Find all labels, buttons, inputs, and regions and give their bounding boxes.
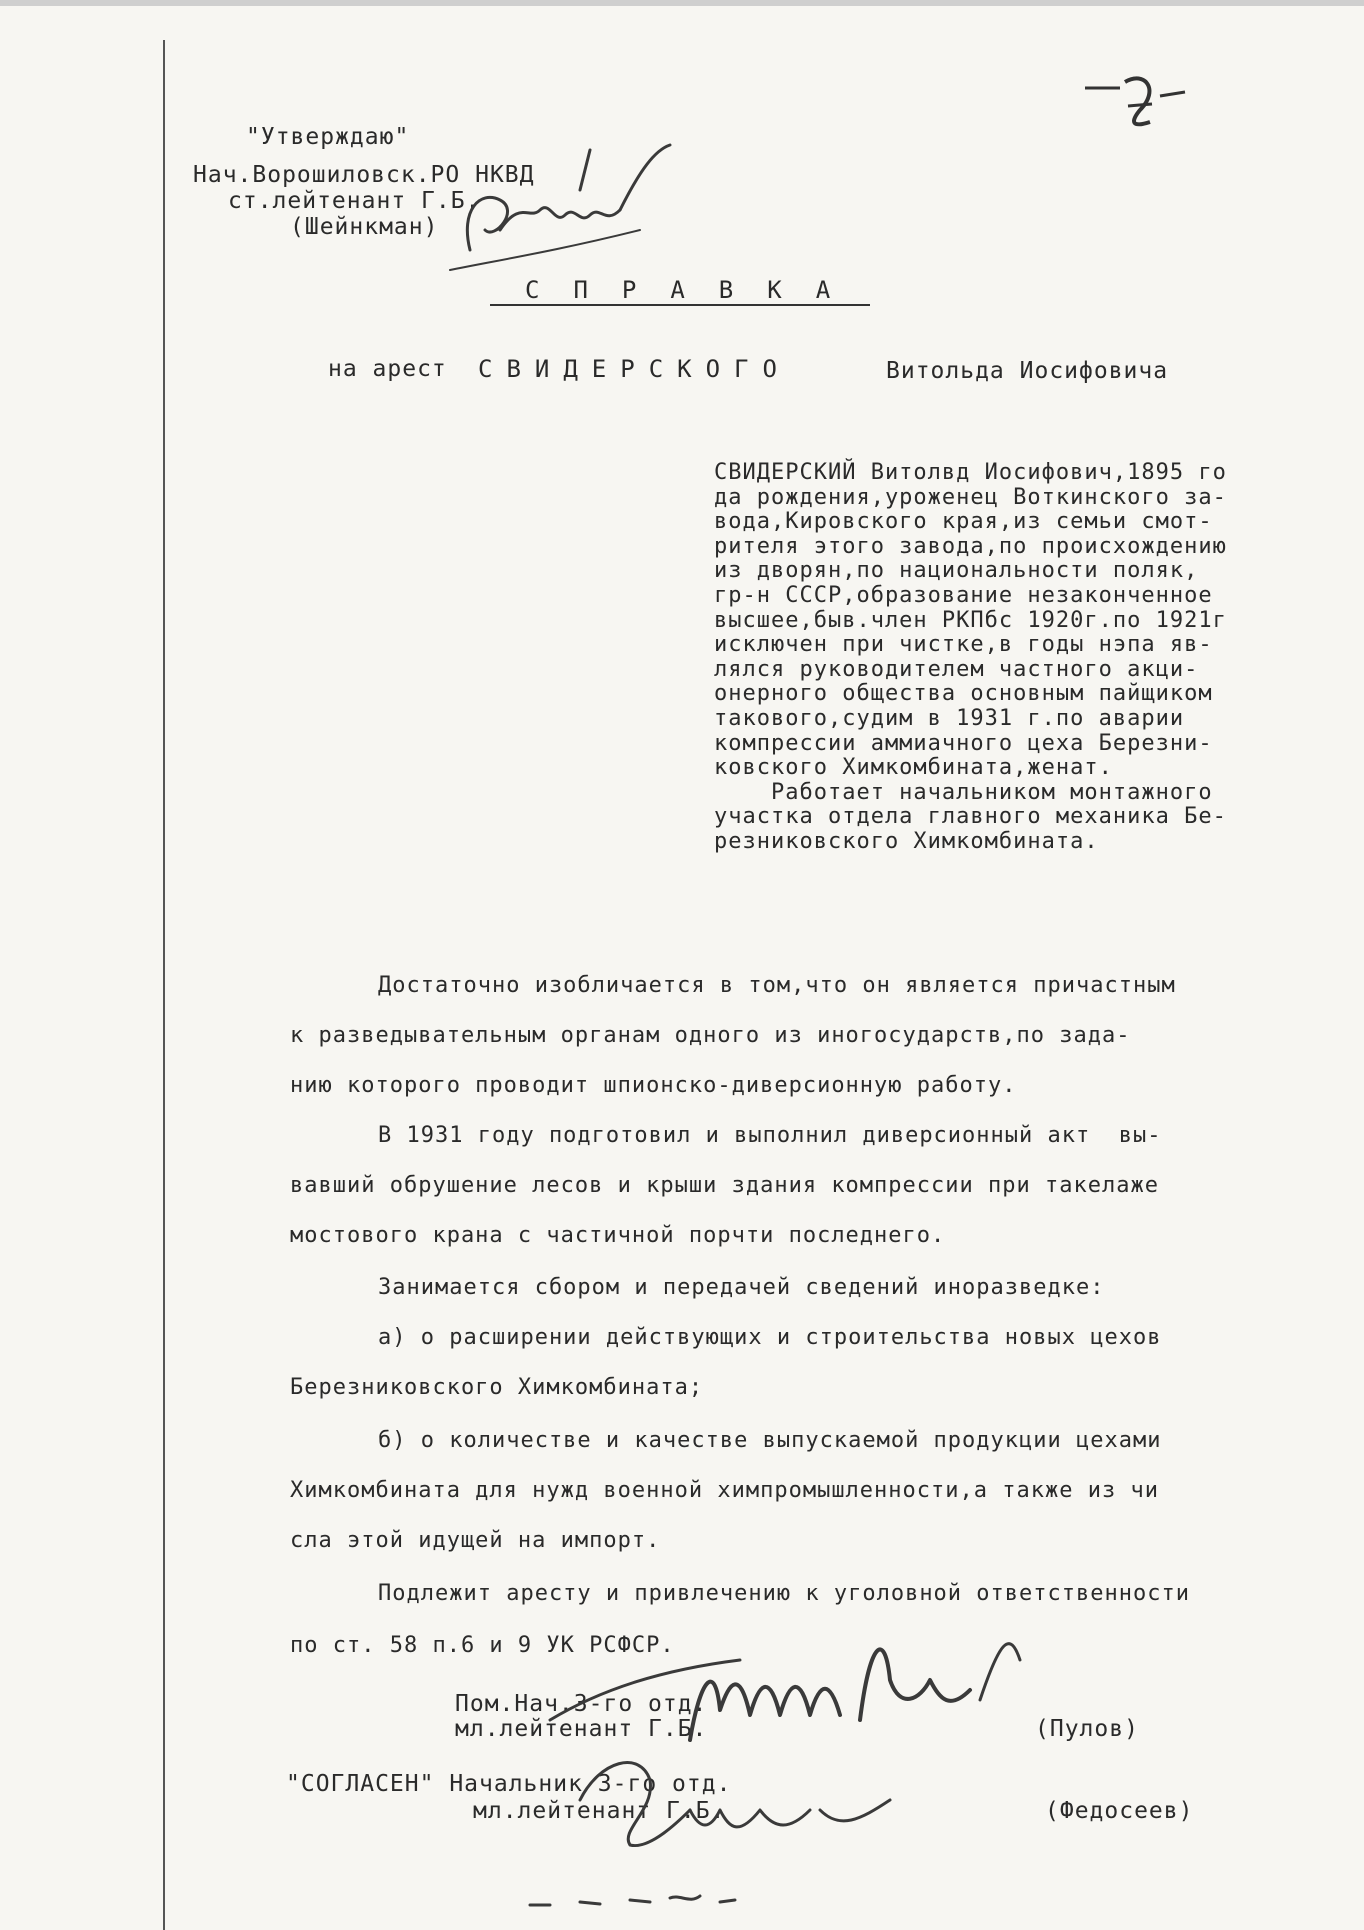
agreed-label: "СОГЛАСЕН" Начальник 3-го отд. bbox=[286, 1771, 732, 1797]
bio-line: гр-н СССР,образование незаконченное bbox=[714, 583, 1213, 608]
agreed-line-2: мл.лейтенант Г.Б. bbox=[473, 1798, 726, 1824]
body-line: В 1931 году подготовил и выполнил диверсионный акт вы- bbox=[378, 1123, 1162, 1148]
bio-line: онерного общества основным пайщиком bbox=[714, 681, 1213, 707]
subtitle-name: Витольда Иосифовича bbox=[886, 358, 1169, 384]
subtitle-prefix: на арест bbox=[328, 356, 447, 382]
approval-line-1: Нач.Ворошиловск.РО НКВД bbox=[193, 162, 535, 188]
body-line: к разведывательным органам одного из иногосударств,по зада- bbox=[290, 1023, 1131, 1048]
body-line: Химкомбината для нужд военной химпромышленности,а также из чи bbox=[290, 1478, 1159, 1503]
bio-line: из дворян,по национальности поляк, bbox=[714, 558, 1199, 584]
scan-top-edge bbox=[0, 0, 1364, 6]
bio-line: да рождения,уроженец Воткинского за- bbox=[714, 484, 1227, 510]
bio-line: СВИДЕРСКИЙ Витолвд Иосифович,1895 го bbox=[714, 460, 1227, 485]
bio-line: исключен при чистке,в годы нэпа яв- bbox=[714, 632, 1213, 658]
body-line: по ст. 58 п.6 и 9 УК РСФСР. bbox=[290, 1633, 675, 1658]
agreed-signature bbox=[560, 1740, 1000, 1860]
body-line: а) о расширении действующих и строительства новых цехов bbox=[378, 1325, 1162, 1350]
bio-line: ковского Химкомбината,женат. bbox=[714, 755, 1113, 781]
margin-line bbox=[163, 40, 165, 1930]
agreed-name: (Федосеев) bbox=[1045, 1798, 1194, 1824]
document-title: СПРАВКА bbox=[525, 276, 865, 304]
bio-line: Работает начальником монтажного bbox=[714, 779, 1213, 805]
signatory-name: (Пулов) bbox=[1035, 1716, 1139, 1742]
bio-line: вода,Кировского края,из семьи смот- bbox=[714, 509, 1213, 535]
bio-line: рителя этого завода,по происхождению bbox=[714, 533, 1227, 559]
body-line: нию которого проводит шпионско-диверсионную работу. bbox=[290, 1073, 1017, 1098]
body-line: мостового крана с частичной порчти последнего. bbox=[290, 1223, 946, 1248]
body-line: б) о количестве и качестве выпускаемой продукции цехами bbox=[378, 1428, 1162, 1453]
approval-line-2: ст.лейтенант Г.Б. bbox=[228, 188, 481, 214]
bio-line: компрессии аммиачного цеха Березни- bbox=[714, 730, 1213, 756]
bottom-scribble bbox=[520, 1880, 820, 1920]
bio-line: лялся руководителем частного акци- bbox=[714, 656, 1199, 682]
body-line: Занимается сбором и передачей сведений иноразведке: bbox=[378, 1275, 1105, 1300]
signatory-signature bbox=[540, 1620, 1060, 1760]
signatory-line-2: мл.лейтенант Г.Б. bbox=[455, 1716, 708, 1742]
body-line: Подлежит аресту и привлечению к уголовной ответственности bbox=[378, 1581, 1190, 1606]
body-line: вавший обрушение лесов и крыши здания компрессии при такелаже bbox=[290, 1173, 1159, 1198]
bio-line: высшее,быв.член РКПбс 1920г.по 1921г bbox=[714, 607, 1227, 633]
approval-heading: "Утверждаю" bbox=[246, 124, 410, 150]
bio-line: такового,судим в 1931 г.по аварии bbox=[714, 706, 1185, 731]
title-underline bbox=[490, 304, 870, 306]
bio-line: резниковского Химкомбината. bbox=[714, 829, 1099, 854]
body-line: Достаточно изобличается в том,что он является причастным bbox=[378, 973, 1176, 998]
body-line: Березниковского Химкомбината; bbox=[290, 1375, 704, 1400]
bio-line: участка отдела главного механика Бе- bbox=[714, 804, 1227, 830]
subtitle-surname: СВИДЕРСКОГО bbox=[478, 355, 791, 383]
handwritten-page-number bbox=[1080, 70, 1190, 140]
approval-signature bbox=[440, 130, 710, 290]
body-line: сла этой идущей на импорт. bbox=[290, 1528, 661, 1553]
signatory-line-1: Пом.Нач.3-го отд. bbox=[455, 1691, 708, 1717]
approval-line-3: (Шейнкман) bbox=[290, 214, 439, 240]
